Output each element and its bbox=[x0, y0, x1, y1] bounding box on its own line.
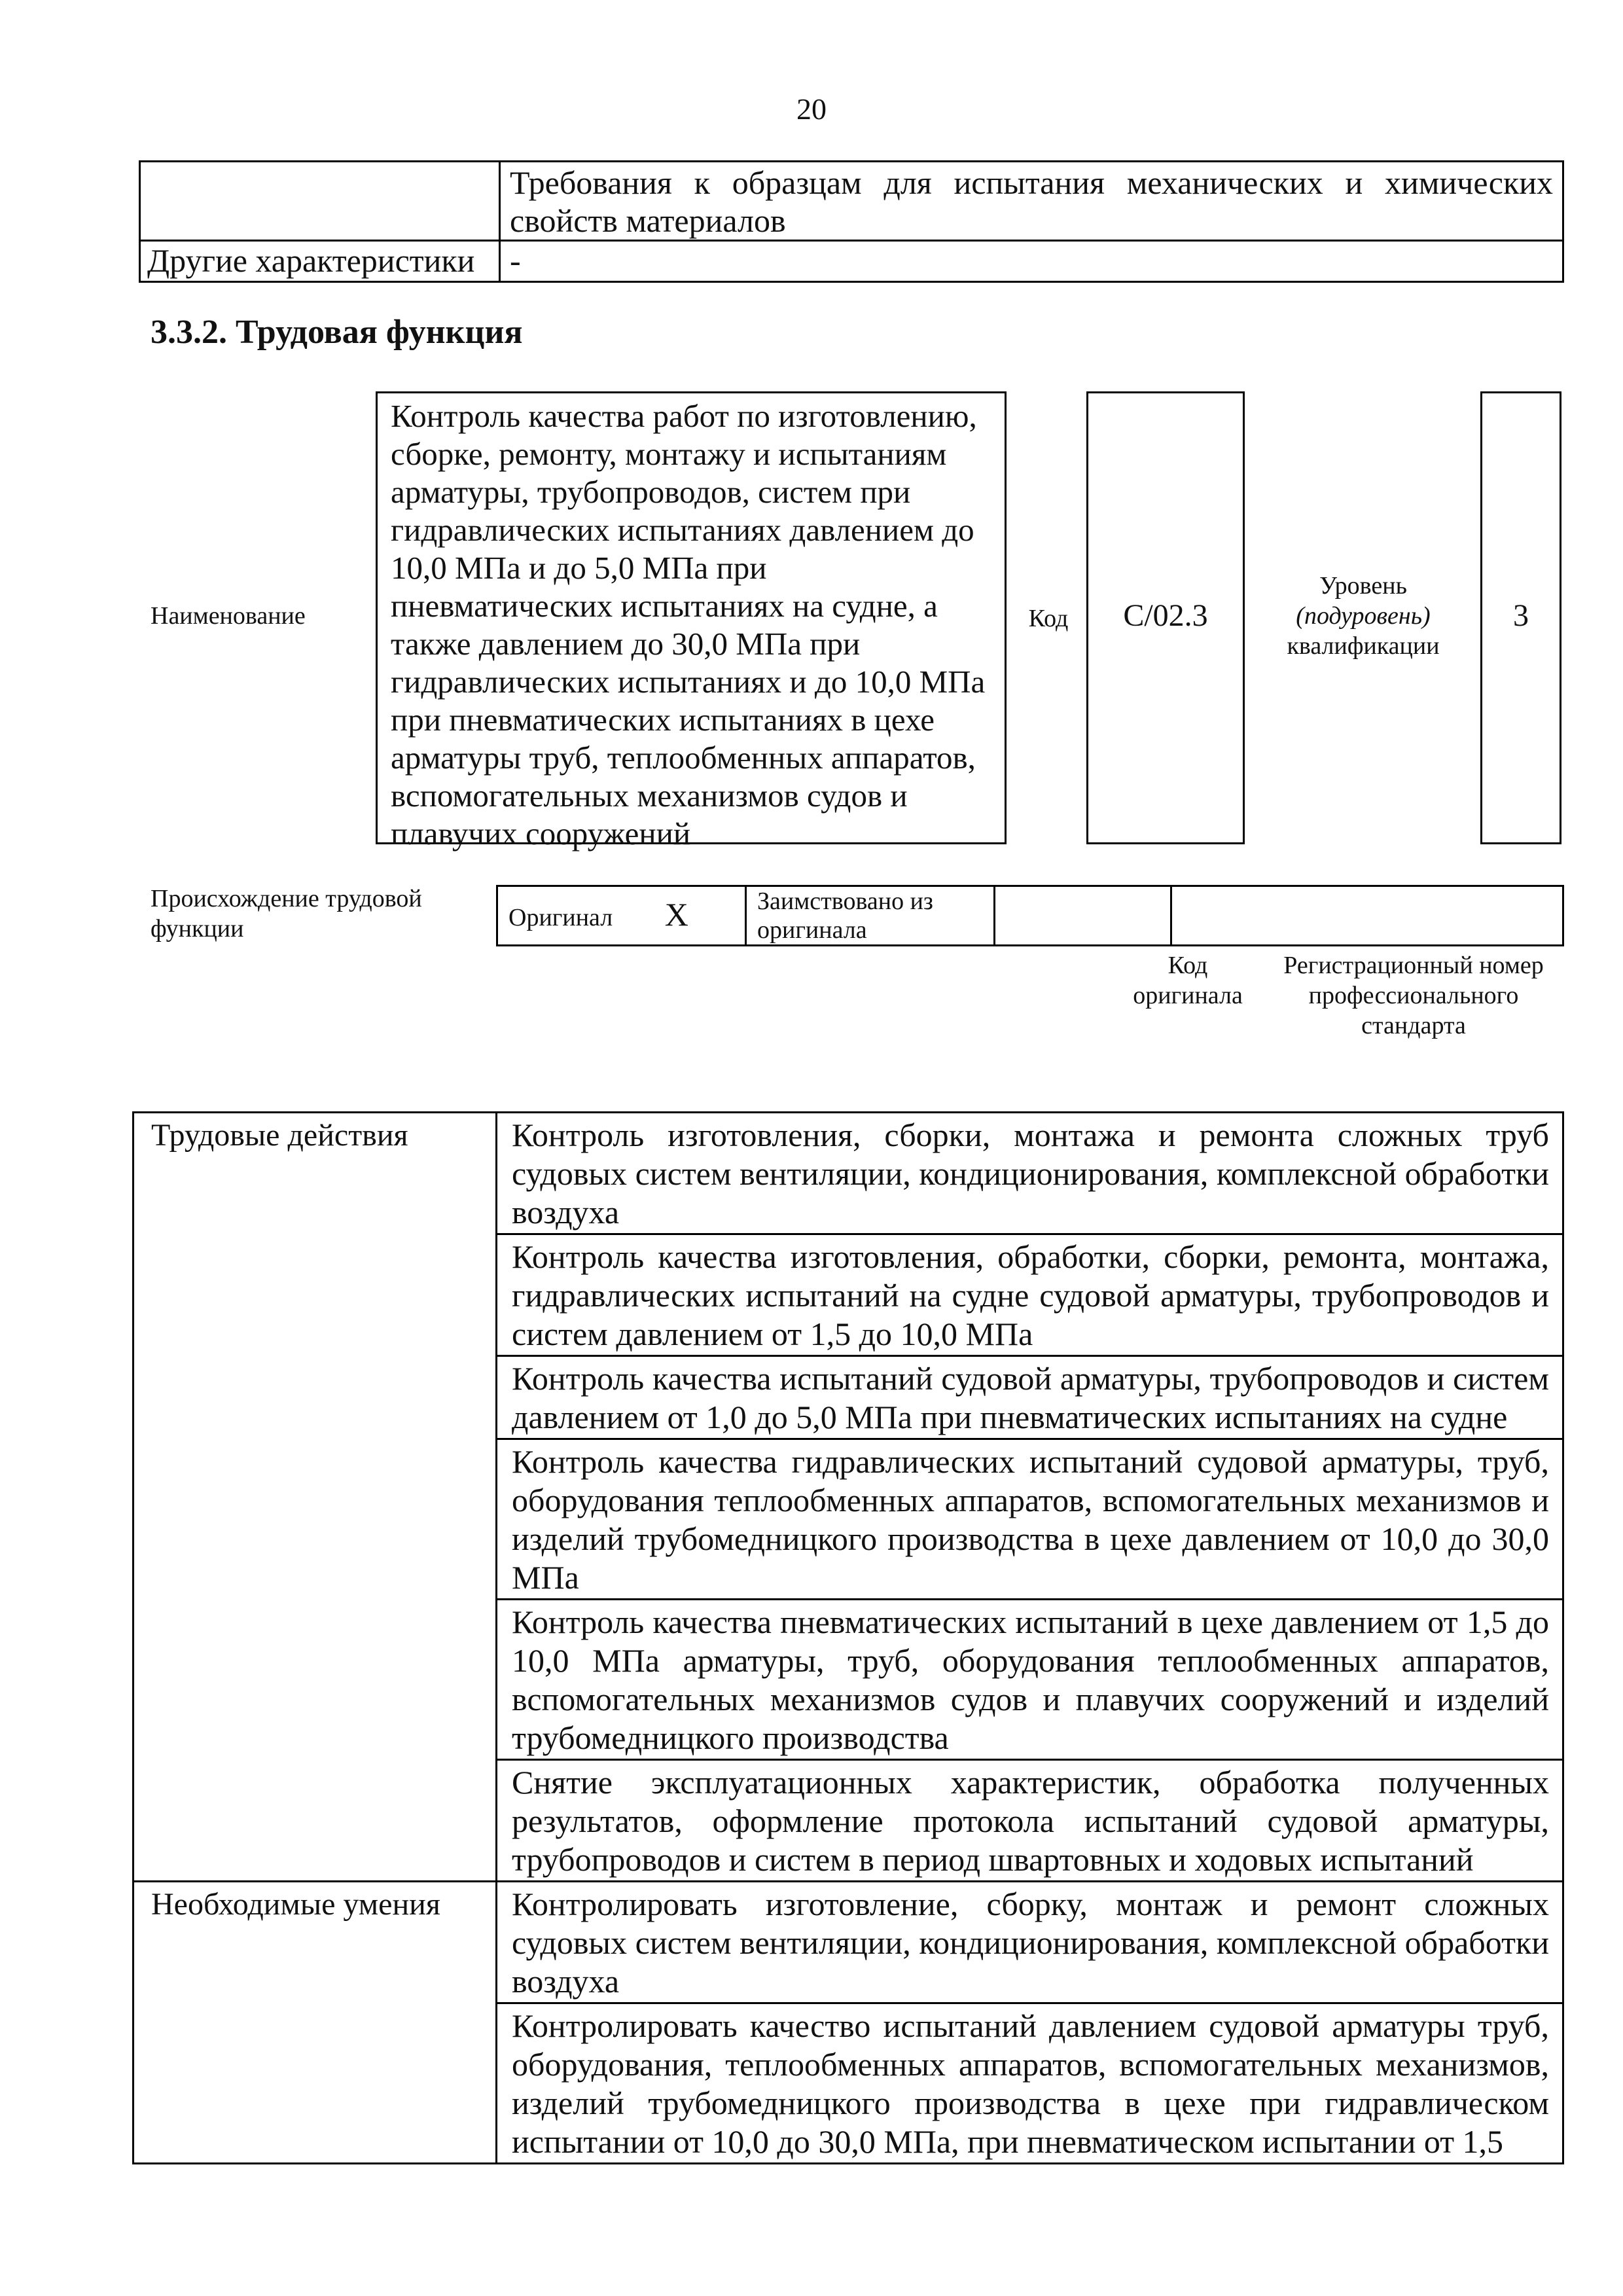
original-label: Оригинал bbox=[508, 903, 613, 931]
labor-actions-table bbox=[132, 1111, 1564, 2164]
table-row bbox=[140, 241, 1563, 282]
original-mark: X bbox=[664, 895, 688, 933]
code-original-caption: Код оригинала bbox=[1133, 952, 1243, 1009]
labor-action-item: Контроль качества гидравлических испытаний судовой арматуры, труб, оборудования теплообменных аппаратов, вспомогательных механизмов и изделий трубомедницкого производства в цехе давлением от 10,0 до 30,0 МПа bbox=[497, 1439, 1563, 1600]
labor-actions-label: Трудовые действия bbox=[134, 1113, 497, 1882]
table-row bbox=[134, 1882, 1563, 2003]
skill-item: Контролировать качество испытаний давлением судовой арматуры труб, оборудования, теплообменных аппаратов, вспомогательных механизмов, изделий трубомедницкого производства в цехе при гидравлическом испытании от 10,0 до 30,0 МПа, при пневматическом испытании от 1,5 bbox=[497, 2003, 1563, 2164]
required-skills-label: Необходимые умения bbox=[134, 1882, 497, 2164]
origin-table bbox=[496, 885, 1564, 946]
level-label-line: квалификации bbox=[1287, 632, 1440, 660]
labor-action-item: Контроль качества изготовления, обработки, сборки, ремонта, монтажа, гидравлических испытаний на судне судовой арматуры, трубопроводов и систем давлением от 1,5 до 10,0 МПа bbox=[497, 1234, 1563, 1356]
other-characteristics-value: - bbox=[500, 241, 1563, 282]
skill-item: Контролировать изготовление, сборку, монтаж и ремонт сложных судовых систем вентиляции, кондиционирования, комплексной обработки воздуха bbox=[497, 1882, 1563, 2003]
name-label: Наименование bbox=[151, 602, 306, 630]
labor-action-item: Снятие эксплуатационных характеристик, обработка полученных результатов, оформление протокола испытаний судовой арматуры, трубопроводов и систем в период швартовных и ходовых испытаний bbox=[497, 1760, 1563, 1882]
borrowed-cell: Заимствовано из оригинала bbox=[746, 886, 995, 946]
original-cell bbox=[497, 886, 746, 946]
labor-action-item: Контроль изготовления, сборки, монтажа и ремонта сложных труб судовых систем вентиляции, кондиционирования, комплексной обработки воздуха bbox=[497, 1113, 1563, 1234]
original-code-cell bbox=[995, 886, 1171, 946]
code-box bbox=[1086, 391, 1245, 844]
function-name-text: Контроль качества работ по изготовлению, сборке, ремонту, монтажу и испытаниям арматуры, трубопроводов, систем при гидравлических испытаниях давлением до 10,0 МПа и до 5,0 МПа при пневматических испытаниях на судне, а также давлением до 30,0 МПа при гидравлических испытаниях и до 10,0 МПа при пневматических испытаниях в цехе арматуры труб, теплообменных аппаратов, вспомогательных механизмов судов и плавучих сооружений bbox=[391, 398, 986, 852]
table-row bbox=[497, 886, 1563, 946]
level-label-line: (подуровень) bbox=[1296, 602, 1431, 630]
origin-label: Происхождение трудовой функции bbox=[151, 885, 422, 942]
other-characteristics-label: Другие характеристики bbox=[140, 241, 500, 282]
level-label-line: Уровень bbox=[1319, 572, 1407, 600]
function-name-box bbox=[376, 391, 1007, 852]
registration-number-caption: Регистрационный номер профессионального стандарта bbox=[1283, 952, 1544, 1039]
level-value: 3 bbox=[1513, 598, 1529, 633]
registration-number-cell bbox=[1171, 886, 1563, 946]
section-title: 3.3.2. Трудовая функция bbox=[151, 314, 523, 351]
characteristics-table bbox=[139, 160, 1564, 283]
labor-action-item: Контроль качества испытаний судовой арматуры, трубопроводов и систем давлением от 1,0 до 5,0 МПа при пневматических испытаниях на судне bbox=[497, 1356, 1563, 1439]
empty-cell bbox=[140, 162, 500, 241]
level-box bbox=[1480, 391, 1561, 844]
table-row bbox=[134, 1113, 1563, 1234]
table-row bbox=[140, 162, 1563, 241]
code-value: C/02.3 bbox=[1123, 598, 1208, 633]
labor-action-item: Контроль качества пневматических испытаний в цехе давлением от 1,5 до 10,0 МПа арматуры, труб, оборудования теплообменных аппаратов, вспомогательных механизмов судов и плавучих сооружений и изделий трубомедницкого производства bbox=[497, 1600, 1563, 1760]
page-number: 20 bbox=[796, 92, 827, 126]
qualification-level-label bbox=[1262, 571, 1465, 661]
requirements-cell: Требования к образцам для испытания механических и химических свойств материалов bbox=[500, 162, 1563, 241]
code-label: Код bbox=[1028, 605, 1069, 632]
